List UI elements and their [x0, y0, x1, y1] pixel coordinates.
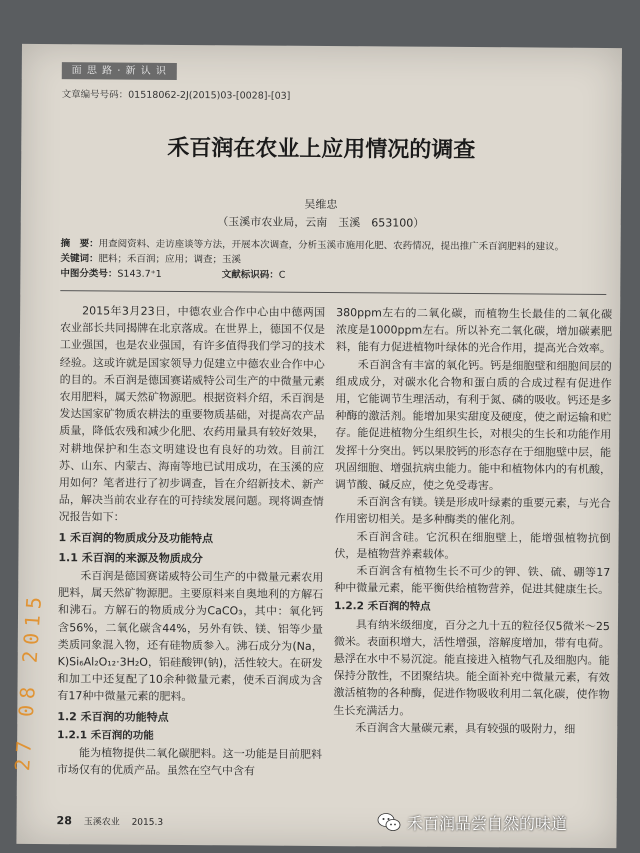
subsubsection-heading: 1.2.2 禾百润的特点 [334, 600, 431, 614]
magazine-name: 玉溪农业 [83, 817, 120, 828]
doc-code-value: C [278, 269, 286, 281]
page-footer [57, 814, 164, 828]
subsection-heading: 1.1 禾百润的来源及物质成分 [58, 551, 203, 566]
magazine-page [16, 44, 622, 848]
doc-code-label: 文献标识码： [221, 269, 279, 281]
abstract-text: 用查阅资料、走访座谈等方法，开展本次调查，分析玉溪市施用化肥、农药情况，提出推广禾百润肥料的建议。 [98, 238, 565, 253]
paragraph: 380ppm左右的二氧化碳，而植物生长最佳的二氧化碳浓度是1000ppm左右。所以补充二氧化碳，增加碳素肥料，能有力促进植物叶绿体的光合作用，提高光合效率。 [335, 306, 613, 356]
section-heading: 1 禾百润的物质成分及功能特点 [58, 530, 214, 545]
keywords-text: 肥料；禾百润；应用；调查；玉溪 [98, 253, 242, 266]
classification-row [60, 266, 606, 285]
clc-label: 中图分类号： [60, 268, 118, 280]
paragraph: 禾百润含大量碳元素，具有较强的吸附力，细 [355, 721, 576, 736]
issue-number: 2015.3 [131, 817, 164, 828]
subsection-heading: 1.2 禾百润的功能特点 [57, 709, 169, 724]
clc-value: S143.7⁺1 [117, 268, 162, 280]
abstract-block [60, 236, 606, 285]
paragraph: 能为植物提供二氧化碳肥料。这一功能是目前肥料市场仅有的优质产品。虽然在空气中含有 [56, 746, 323, 778]
wechat-icon [377, 811, 401, 833]
paragraph: 禾百润含硅。它沉积在细胞壁上，能增强植物抗倒伏，是植物营养素载体。 [334, 529, 611, 561]
paragraph: 具有纳米级细度，百分之九十五的粒径仅5微米～25微米。表面积增大，活性增强，溶解度增加，带有电荷。悬浮在水中不易沉淀。能直接进入植物气孔及细胞内。能保持分散性，不团聚结块。能全面补充中微量元素，有效激活植物的各种酶，促进作物吸收利用二氧化碳，使作物生长充满活力。 [333, 617, 611, 718]
left-column [57, 302, 325, 780]
affiliation: （玉溪市农业局，云南 玉溪 653100） [217, 215, 425, 230]
watermark-text: 禾百润品尝自然的味道 [407, 813, 568, 833]
paragraph: 禾百润是德国赛诺威特公司生产的中微量元素农用肥料，属天然矿物源肥。主要原料来自奥地利的方解石和沸石。方解石的物质成分为CaCO₃，其中：氧化钙含56%，二氧化碳含44%，另外有铁、镁、铝等少量类质同象混入物，还有硅物质参入。沸石成分为(Na，K)Si₆Al₂O₁₂·3H₂O，铝硅酸钾(钠)，活性较大。在研发和加工中还复配了10余种微量元素，使禾百润成为含有17种中微量元素的肥料。 [57, 569, 324, 704]
paragraph: 2015年3月23日，中德农业合作中心由中德两国农业部长共同揭牌在北京落成。在世界上，德国不仅是工业强国，也是农业强国，有许多值得我们学习的技术经验。这或许就是国家领导力促建立中德农业合作中心的目的。禾百润是德国赛诺威特公司生产的中微量元素农用肥料，属天然矿物源肥。根据资料介绍，禾百润是发达国家矿物质农耕法的重要物质基础，对提高农产品质量，降低农残和减少化肥、农药用量具有较好效果，对耕地保护和生态文明建设也有良好的功效。目前江苏、山东、内蒙古、海南等地已试用成功，在玉溪的应用如何？笔者进行了初步调查，旨在介绍新技术、新产品，解决当前农业存在的可持续发展问题。现将调查情况报告如下： [58, 304, 326, 525]
keywords-label: 关键词： [60, 253, 99, 265]
abstract-label: 摘 要： [60, 238, 99, 250]
date-stamp: 27 08 2015 [10, 590, 47, 772]
paragraph: 禾百润含有丰富的氧化钙。钙是细胞壁和细胞间层的组成成分，对碳水化合物和蛋白质的合成过程有促进作用，它能调节生理活动，有利于氮、磷的吸收。钙还是多种酶的激活剂。能增加果实甜度及硬度，使之耐运输和贮存。能促进植物分生组织生长，对根尖的生长和功能作用发挥十分突出。钙以果胶钙的形态存在于细胞壁中层，能巩固细胞、增强抗病虫能力。能中和植物体内的有机酸，调节酸、碱反应，使之免受毒害。 [334, 357, 612, 493]
page-number: 28 [56, 814, 72, 828]
divider [60, 290, 606, 295]
author: 吴维忠 [304, 197, 338, 212]
right-column [333, 304, 612, 738]
section-tag: 面 思 路 · 新 认 识 [62, 62, 177, 80]
paragraph: 禾百润含有植物生长不可少的钾、铁、硫、硼等17种中微量元素，能平衡供给植物营养，促进其健康生长。 [334, 564, 611, 597]
subsubsection-heading: 1.2.1 禾百润的功能 [57, 729, 154, 742]
paragraph: 禾百润含有镁。镁是形成叶绿素的重要元素，与光合作用密切相关。是多种酶类的催化剂。 [334, 495, 611, 527]
article-title: 禾百润在农业上应用情况的调查 [167, 134, 476, 164]
article-number: 文章编号号码：01518062-2J(2015)03-[0028]-[03] [61, 89, 291, 102]
wechat-watermark [377, 810, 567, 834]
